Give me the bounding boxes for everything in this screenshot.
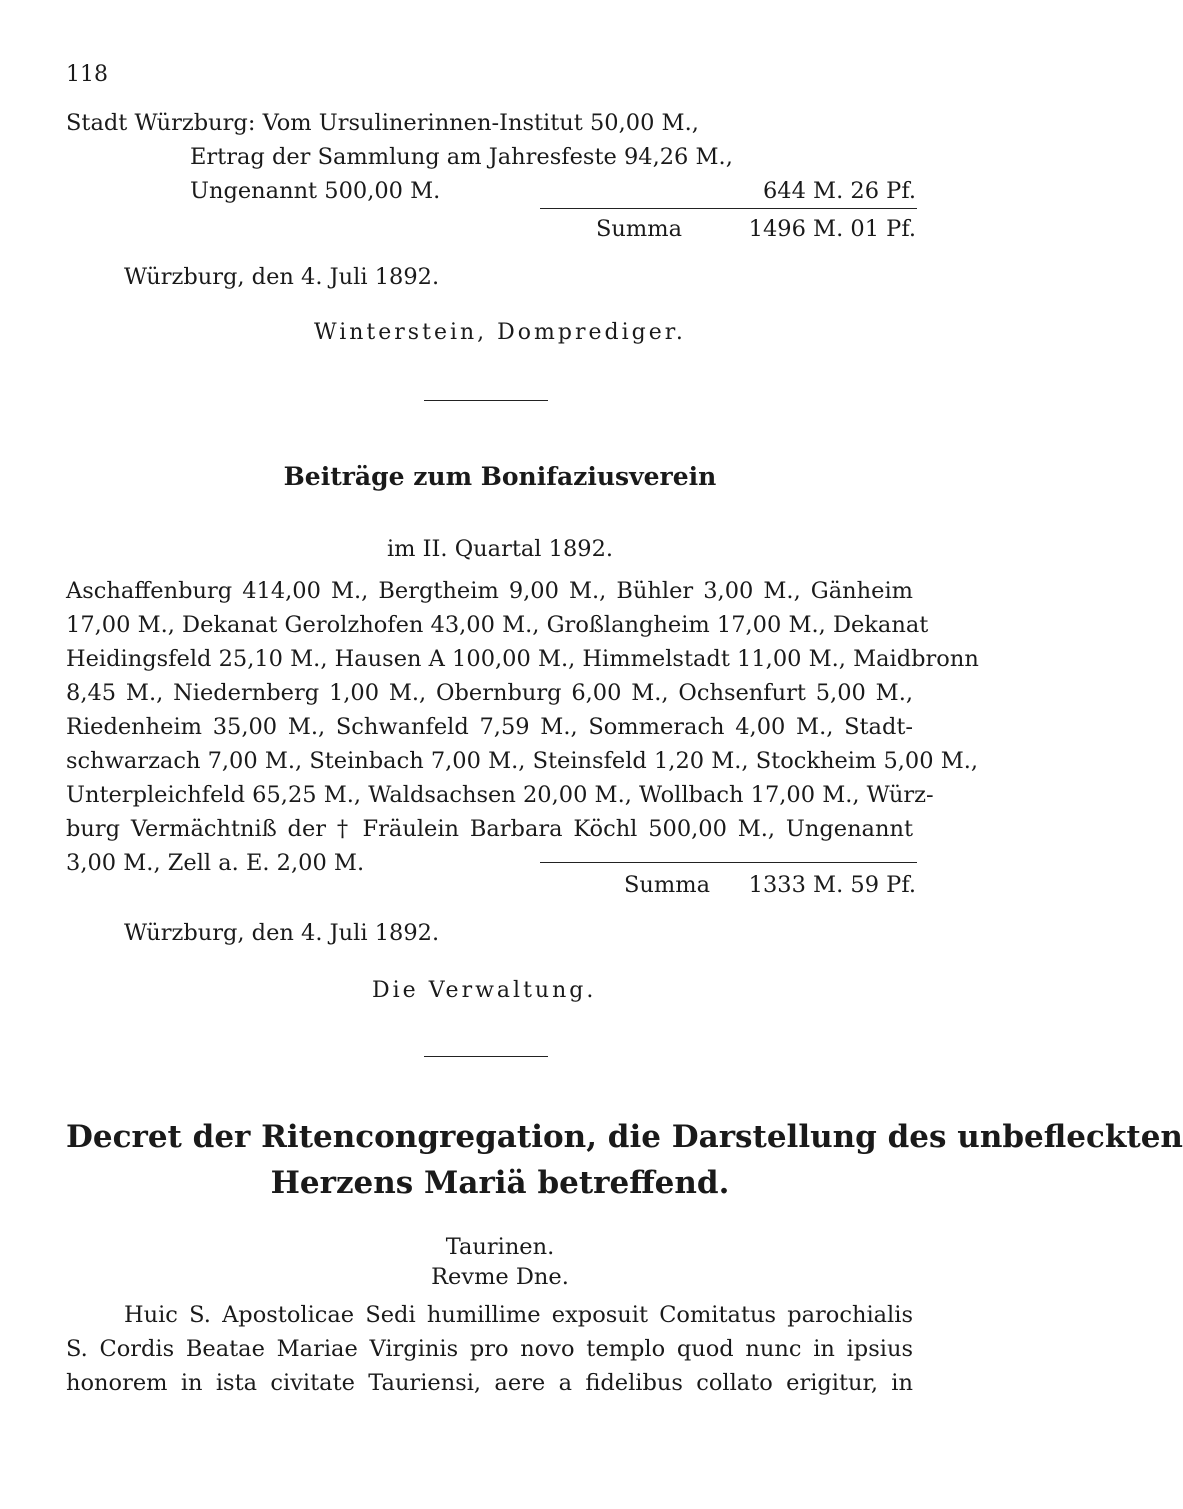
- section1-sum-rule: [540, 208, 917, 209]
- section2-body-line-8: burg Vermächtniß der † Fräulein Barbara Köchl 500,00 M., Ungenannt: [66, 816, 913, 842]
- section1-signature: Winterstein, Domprediger.: [314, 320, 686, 345]
- section3-body-line-3: honorem in ista civitate Tauriensi, aere a fidelibus collato erigitur, in: [66, 1370, 913, 1396]
- section2-body-line-5: Riedenheim 35,00 M., Schwanfeld 7,59 M., Sommerach 4,00 M., Stadt-: [66, 714, 913, 740]
- section1-line-3: Ungenannt 500,00 M.: [190, 178, 441, 204]
- section1-line-1: Stadt Würzburg: Vom Ursulinerinnen-Institut 50,00 M.,: [66, 110, 699, 136]
- section3-body-line-1: Huic S. Apostolicae Sedi humillime exposuit Comitatus parochialis: [124, 1302, 913, 1328]
- section3-place: Taurinen.: [445, 1234, 555, 1260]
- section2-body-line-7: Unterpleichfeld 65,25 M., Waldsachsen 20,00 M., Wollbach 17,00 M., Würz-: [66, 782, 934, 808]
- section2-body-line-1: Aschaffenburg 414,00 M., Bergtheim 9,00 M., Bühler 3,00 M., Gänheim: [66, 578, 913, 604]
- section2-body-line-6: schwarzach 7,00 M., Steinbach 7,00 M., Steinsfeld 1,20 M., Stockheim 5,00 M.,: [66, 748, 979, 774]
- separator-rule-1: [424, 400, 548, 401]
- section3-salutation: Revme Dne.: [431, 1264, 569, 1290]
- section1-date: Würzburg, den 4. Juli 1892.: [124, 264, 440, 290]
- section1-sum-label: Summa: [596, 216, 682, 242]
- section2-body-line-4: 8,45 M., Niedernberg 1,00 M., Obernburg 6,00 M., Ochsenfurt 5,00 M.,: [66, 680, 913, 706]
- section2-subtitle: im II. Quartal 1892.: [386, 536, 614, 562]
- section2-sum-rule: [540, 862, 917, 863]
- section2-sum-amount: 1333 M. 59 Pf.: [748, 872, 916, 898]
- section1-amount: 644 M. 26 Pf.: [762, 178, 916, 204]
- section2-title: Beiträge zum Bonifaziusverein: [283, 462, 717, 491]
- section1-sum-amount: 1496 M. 01 Pf.: [748, 216, 916, 242]
- section2-sum-label: Summa: [624, 872, 710, 898]
- section3-title-line-2: Herzens Mariä betreffend.: [270, 1165, 730, 1201]
- section2-body-last-line: 3,00 M., Zell a. E. 2,00 M.: [66, 850, 365, 876]
- section3-title-line-1: Decret der Ritencongregation, die Darstellung des unbefleckten: [66, 1119, 1183, 1155]
- page-number: 118: [66, 62, 108, 87]
- separator-rule-2: [424, 1056, 548, 1057]
- section2-body-line-3: Heidingsfeld 25,10 M., Hausen A 100,00 M., Himmelstadt 11,00 M., Maidbronn: [66, 646, 979, 672]
- section3-body-line-2: S. Cordis Beatae Mariae Virginis pro novo templo quod nunc in ipsius: [66, 1336, 913, 1362]
- section2-date: Würzburg, den 4. Juli 1892.: [124, 920, 440, 946]
- section2-body-line-2: 17,00 M., Dekanat Gerolzhofen 43,00 M., Großlangheim 17,00 M., Dekanat: [66, 612, 929, 638]
- section2-signature: Die Verwaltung.: [372, 978, 597, 1003]
- section1-line-2: Ertrag der Sammlung am Jahresfeste 94,26 M.,: [190, 144, 733, 170]
